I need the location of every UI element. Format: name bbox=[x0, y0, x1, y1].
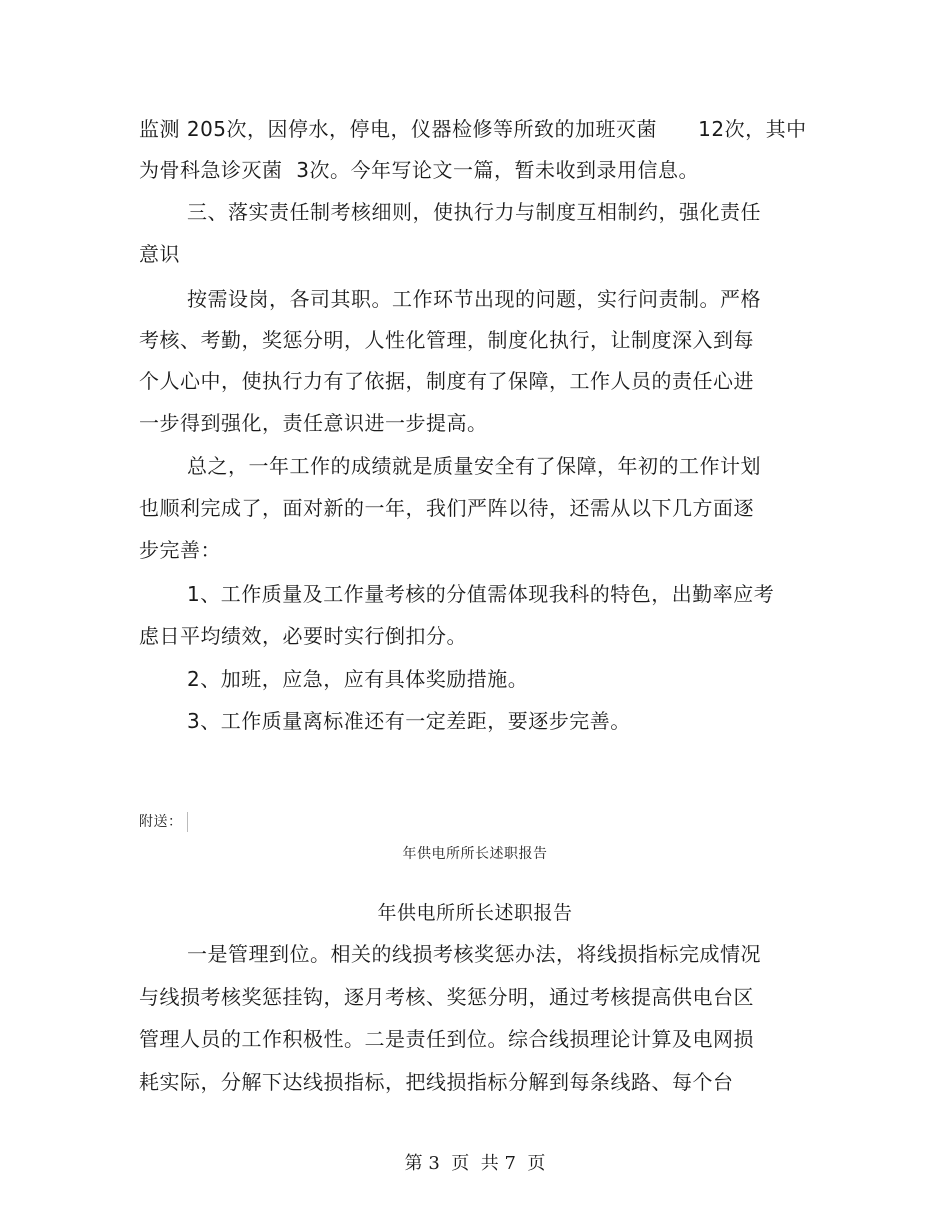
body-line: 总之，一年工作的成绩就是质量安全有了保障，年初的工作计划 bbox=[187, 454, 761, 478]
body-line: 个人心中，使执行力有了依据，制度有了保障，工作人员的责任心进 bbox=[139, 369, 754, 393]
body-line: 监测 205次，因停水，停电，仪器检修等所致的加班灭菌 12次，其中 bbox=[139, 117, 807, 141]
list-item: 3、工作质量离标准还有一定差距，要逐步完善。 bbox=[187, 709, 631, 733]
body-line: 也顺利完成了，面对新的一年，我们严阵以待，还需从以下几方面逐 bbox=[139, 496, 754, 520]
body-line: 考核、考勤，奖惩分明，人性化管理，制度化执行，让制度深入到每 bbox=[139, 328, 754, 352]
list-item: 1、工作质量及工作量考核的分值需体现我科的特色，出勤率应考 bbox=[187, 582, 775, 606]
text-cursor-divider bbox=[187, 812, 188, 832]
attachment-line: 管理人员的工作积极性。二是责任到位。综合线损理论计算及电网损 bbox=[139, 1027, 754, 1051]
section-heading-cont: 意识 bbox=[139, 242, 180, 266]
attachment-small-title: 年供电所所长述职报告 bbox=[402, 846, 548, 862]
body-line: 为骨科急诊灭菌 3次。今年写论文一篇，暂未收到录用信息。 bbox=[139, 158, 699, 182]
section-heading: 三、落实责任制考核细则，使执行力与制度互相制约，强化责任 bbox=[187, 200, 761, 224]
attachment-line: 一是管理到位。相关的线损考核奖惩办法，将线损指标完成情况 bbox=[187, 942, 761, 966]
list-item: 2、加班，应急，应有具体奖励措施。 bbox=[187, 667, 529, 691]
attachment-line: 与线损考核奖惩挂钩，逐月考核、奖惩分明，通过考核提高供电台区 bbox=[139, 985, 754, 1009]
body-line: 一步得到强化，责任意识进一步提高。 bbox=[139, 411, 488, 435]
attachment-line: 耗实际，分解下达线损指标，把线损指标分解到每条线路、每个台 bbox=[139, 1070, 734, 1094]
list-item-cont: 虑日平均绩效，必要时实行倒扣分。 bbox=[139, 624, 467, 648]
page-number-footer: 第 3 页 共 7 页 bbox=[404, 1153, 546, 1174]
attachment-label: 附送： bbox=[139, 814, 183, 830]
attachment-title: 年供电所所长述职报告 bbox=[377, 902, 573, 924]
body-line: 步完善： bbox=[139, 538, 221, 562]
body-line: 按需设岗，各司其职。工作环节出现的问题，实行问责制。严格 bbox=[187, 287, 761, 311]
